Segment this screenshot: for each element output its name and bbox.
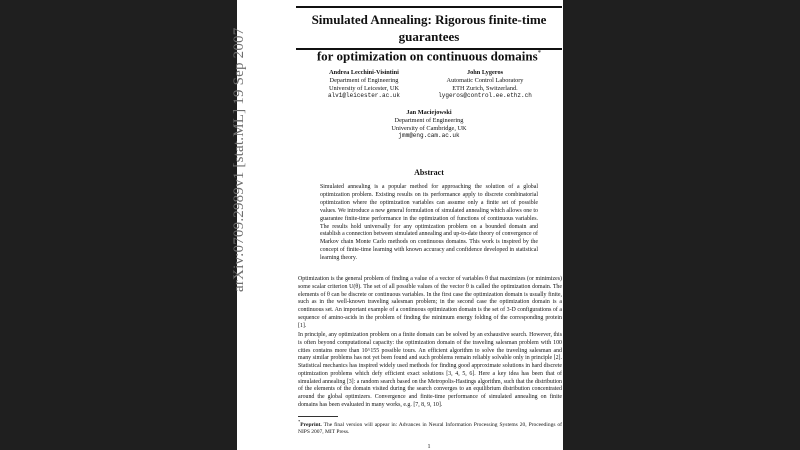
author-institution: University of Leicester, UK bbox=[328, 84, 400, 92]
footnote-text: The final version will appear in: Advances in Neural Information Processing Systems 20, Proceedings of NIPS 2007, MIT Press. bbox=[298, 421, 562, 435]
paper-title bbox=[296, 11, 562, 64]
footnote-rule bbox=[298, 416, 338, 417]
title-footnote-mark: * bbox=[537, 49, 542, 57]
page-number: 1 bbox=[427, 444, 431, 450]
abstract-text: Simulated annealing is a popular method for approaching the solution of a global optimization problem. Existing results on its performance apply to discrete combinatorial optimization where the optimization variables can assume only a finite set of possible values. We introduce a new general formulation of simulated annealing which allows one to guarantee finite-time performance in the optimization of functions of continuous variables. The results hold universally for any optimization problem on a bounded domain and establish a connection between simulated annealing and up-to-date theory of convergence of Markov chain Monte Carlo methods on continuous domains. This work is inspired by the concept of finite-time learning with known accuracy and confidence developed in statistical learning theory. bbox=[320, 184, 538, 262]
author-department: Department of Engineering bbox=[329, 76, 399, 84]
footnote-mark: * bbox=[298, 419, 301, 424]
body-paragraph-1: Optimization is the general problem of finding a value of a vector of variables θ that maximizes (or minimizes) some scalar criterion U(θ). The set of all possible values of the vector θ is called the optimization domain. The elements of θ can be discrete or continuous variables. In the first case the optimization domain is usually finite, such as in the well-known traveling salesman problem; in the second case the optimization domain is a continuous set. An important example of a continuous optimization domain is the set of 3-D configurations of a sequence of amino-acids in the problem of finding the minimum energy folding of the corresponding protein [1]. bbox=[298, 276, 562, 329]
author-name: Andrea Lecchini-Visintini bbox=[329, 69, 399, 76]
author-department: Department of Engineering bbox=[394, 116, 464, 124]
author-block-1 bbox=[300, 69, 428, 100]
title-line-1: Simulated Annealing: Rigorous finite-time guarantees bbox=[311, 12, 547, 44]
title-line-2: for optimization on continuous domains bbox=[316, 48, 538, 64]
author-email: alv1@leicester.ac.uk bbox=[327, 92, 400, 100]
author-block-3 bbox=[363, 109, 495, 140]
title-top-rule bbox=[296, 6, 562, 8]
author-department: Automatic Control Laboratory bbox=[446, 76, 524, 84]
author-institution: ETH Zurich, Switzerland. bbox=[452, 84, 518, 92]
author-email: jmm@eng.cam.ac.uk bbox=[398, 132, 460, 140]
author-email: lygeros@control.ee.ethz.ch bbox=[438, 92, 532, 100]
author-institution: University of Cambridge, UK bbox=[391, 124, 467, 132]
author-name: John Lygeros bbox=[466, 69, 504, 76]
author-name: Jan Maciejowski bbox=[406, 109, 452, 116]
title-bottom-rule bbox=[296, 48, 562, 50]
author-block-2 bbox=[420, 69, 550, 100]
abstract-heading: Abstract bbox=[414, 168, 444, 177]
arxiv-identifier: arXiv:0709.2989v1 [stat.ML] 19 Sep 2007 bbox=[231, 27, 247, 292]
footnote bbox=[298, 418, 562, 436]
body-paragraph-2: In principle, any optimization problem on a finite domain can be solved by an exhaustive search. However, this is often beyond computational capacity: the optimization domain of the traveling salesman problem with 100 cities contains more than 10^155 possible tours. An efficient algorithm to solve the traveling salesman and many similar problems has not yet been found and such problems remain reliably solvable only in principle [2]. Statistical mechanics has inspired widely used methods for finding good approximate solutions in hard discrete optimization problems which defy efficient exact solutions [3, 4, 5, 6]. Here a key idea has been that of simulated annealing [3]: a random search based on the Metropolis-Hastings algorithm, such that the distribution of the elements of the domain visited during the search converges to an equilibrium distribution concentrated around the global optimizers. Convergence and finite-time performance of simulated annealing on finite domains has been evaluated in many works, e.g. [7, 8, 9, 10]. bbox=[298, 332, 562, 408]
footnote-label: Preprint. bbox=[300, 421, 322, 428]
